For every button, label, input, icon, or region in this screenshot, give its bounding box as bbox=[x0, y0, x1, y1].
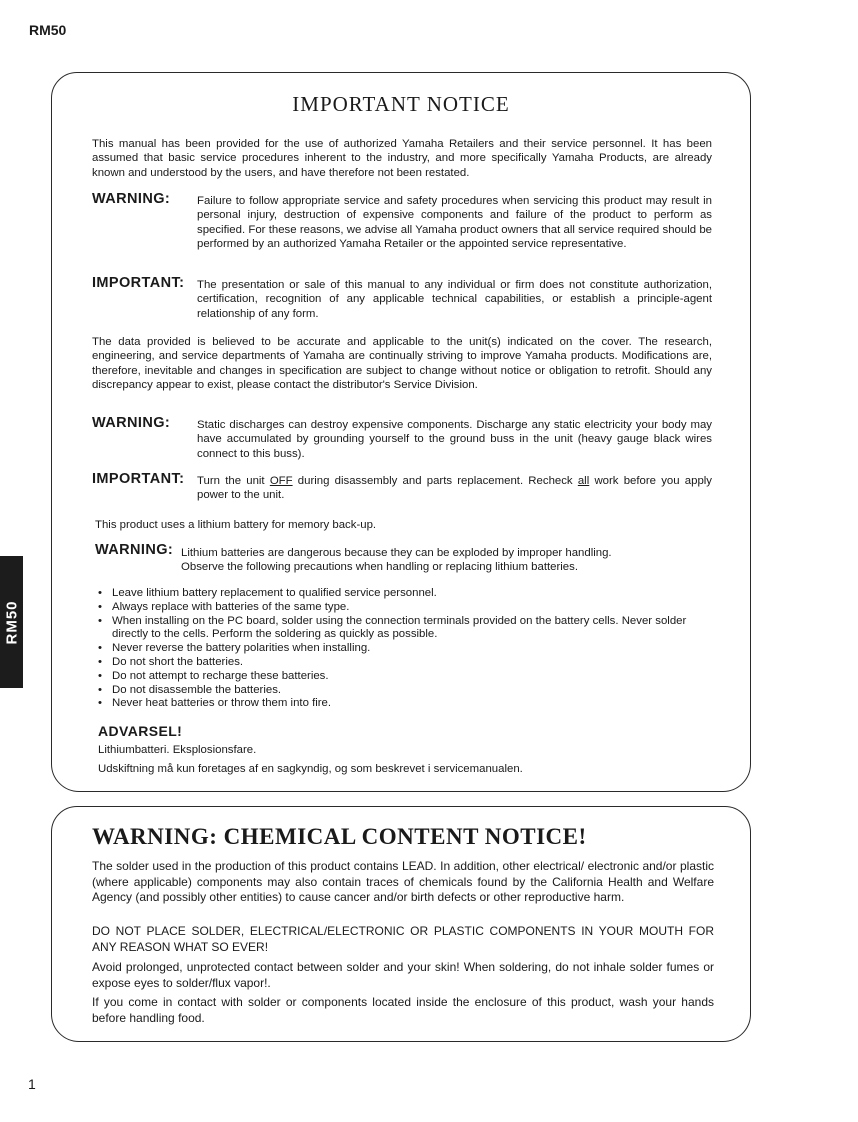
warning2-text: Static discharges can destroy expensive components. Discharge any static electricity your body may have accumulated by grounding yourself to the ground buss in the unit (heavy gauge black wires connect to this buss). bbox=[197, 419, 712, 460]
warning3-line1: Lithium batteries are dangerous because they can be exploded by improper handling. bbox=[181, 547, 612, 559]
data-paragraph: The data provided is believed to be accurate and applicable to the unit(s) indicated on the cover. The research, engineering, and service departments of Yamaha are continually striving to improve Yamaha products. Modifications are, therefore, inevitable and changes in specification are subject to change without notice or obligation to retrofit. Should any discrepancy appear to exist, please contact the distributor's Service Division. bbox=[92, 336, 712, 391]
chemical-paragraph-3: Avoid prolonged, unprotected contact between solder and your skin! When soldering, do not inhale solder fumes or expose eyes to solder/flux vapor!. bbox=[92, 960, 714, 990]
important-notice-box bbox=[51, 72, 751, 792]
important2-mid: during disassembly and parts replacement. Recheck bbox=[292, 475, 578, 487]
chemical-paragraph-1: The solder used in the production of this product contains LEAD. In addition, other electrical/ electronic and/or plastic (where applicable) components may also contain traces of chemicals found by the California Health and Welfare Agency (and possibly other entities) to cause cancer and/or birth defects or other reproductive harm. bbox=[92, 859, 714, 904]
side-tab bbox=[0, 556, 23, 688]
warning1-label: WARNING: bbox=[92, 191, 171, 207]
warning2-label: WARNING: bbox=[92, 415, 171, 431]
chemical-paragraph-4: If you come in contact with solder or components located inside the enclosure of this product, wash your hands before handling food. bbox=[92, 995, 714, 1025]
important1-label: IMPORTANT: bbox=[92, 275, 185, 291]
battery-note: This product uses a lithium battery for memory back-up. bbox=[95, 519, 377, 531]
important2-pre: Turn the unit bbox=[197, 475, 270, 487]
precaution-item: • Never reverse the battery polarities when installing. bbox=[98, 642, 713, 656]
precaution-item: • Always replace with batteries of the same type. bbox=[98, 601, 713, 615]
precautions-list bbox=[98, 587, 713, 711]
warning3-label: WARNING: bbox=[95, 542, 174, 558]
advarsel-line2: Udskiftning må kun foretages af en sagkyndig, og som beskrevet i servicemanualen. bbox=[98, 763, 523, 775]
warning1-text: Failure to follow appropriate service and safety procedures when servicing this product may result in personal injury, destruction of expensive components and failure of the product to perform as specified. For these reasons, we advise all Yamaha product owners that all service required should be performed by an authorized Yamaha Retailer or the appointed service representative. bbox=[197, 195, 712, 250]
advarsel-title: ADVARSEL! bbox=[98, 723, 183, 739]
side-tab-label: RM50 bbox=[3, 599, 21, 645]
chemical-notice-title: WARNING: CHEMICAL CONTENT NOTICE! bbox=[92, 824, 587, 849]
important2-off: OFF bbox=[269, 475, 293, 487]
precaution-item: • Do not short the batteries. bbox=[98, 656, 713, 670]
advarsel-line1: Lithiumbatteri. Eksplosionsfare. bbox=[98, 744, 257, 756]
precaution-item: • When installing on the PC board, solder using the connection terminals provided on the battery cells. Never solder directly to the cells. Perform the soldering as quickly as possible. bbox=[98, 615, 713, 643]
model-header: RM50 bbox=[29, 22, 67, 38]
precaution-item: • Never heat batteries or throw them into fire. bbox=[98, 697, 713, 711]
chemical-notice-box bbox=[51, 806, 751, 1042]
warning3-line2: Observe the following precautions when handling or replacing lithium batteries. bbox=[181, 561, 578, 573]
important2-all: all bbox=[577, 475, 590, 487]
page-number: 1 bbox=[28, 1076, 36, 1092]
important1-text: The presentation or sale of this manual to any individual or firm does not constitute authorization, certification, recognition of any applicable technical capabilities, or establish a principle-agent relationship of any form. bbox=[197, 279, 712, 320]
chemical-paragraph-2: DO NOT PLACE SOLDER, ELECTRICAL/ELECTRONIC OR PLASTIC COMPONENTS IN YOUR MOUTH FOR ANY REASON WHAT SO EVER! bbox=[92, 924, 714, 954]
important2-text bbox=[197, 474, 712, 503]
important2-label: IMPORTANT: bbox=[92, 471, 185, 487]
intro-paragraph: This manual has been provided for the use of authorized Yamaha Retailers and their service personnel. It has been assumed that basic service procedures inherent to the industry, and more specifically Yamaha Products, are already known and understood by the users, and have therefore not been restated. bbox=[92, 138, 712, 179]
important2-post: work before you apply power to the unit. bbox=[197, 475, 712, 502]
precaution-item: • Do not attempt to recharge these batteries. bbox=[98, 670, 713, 684]
important-notice-title: IMPORTANT NOTICE bbox=[292, 92, 510, 116]
precaution-item: • Do not disassemble the batteries. bbox=[98, 684, 713, 698]
precaution-item: • Leave lithium battery replacement to qualified service personnel. bbox=[98, 587, 713, 601]
